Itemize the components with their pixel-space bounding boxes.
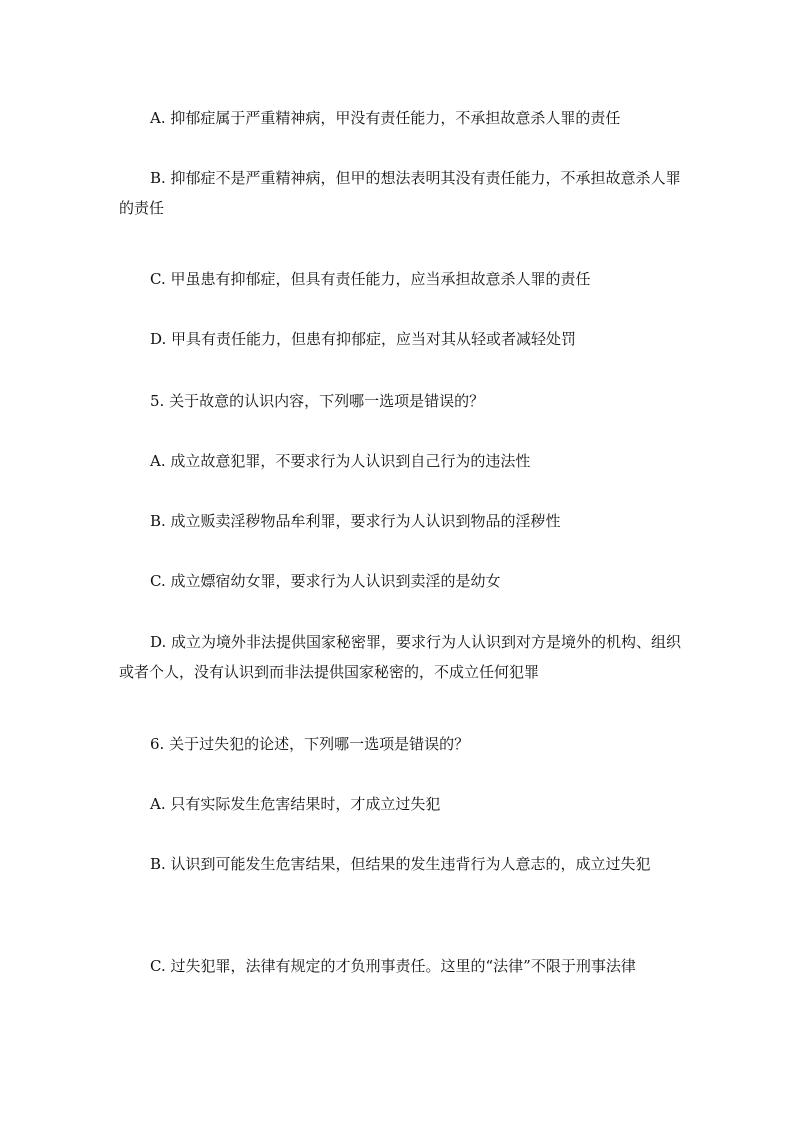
option-4d: D. 甲具有责任能力，但患有抑郁症，应当对其从轻或者减轻处罚: [150, 330, 577, 348]
question-5: 5. 关于故意的认识内容，下列哪一选项是错误的？: [150, 392, 485, 410]
option-4b: B. 抑郁症不是严重精神病，但甲的想法表明其没有责任能力，不承担故意杀人罪的责任: [119, 169, 681, 217]
option-5c: C. 成立嫖宿幼女罪，要求行为人认识到卖淫的是幼女: [150, 572, 501, 590]
option-6c: C. 过失犯罪，法律有规定的才负刑事责任。这里的“法律”不限于刑事法律: [150, 957, 636, 975]
option-5a: A. 成立故意犯罪，不要求行为人认识到自己行为的违法性: [150, 452, 531, 470]
option-4a: A. 抑郁症属于严重精神病，甲没有责任能力，不承担故意杀人罪的责任: [150, 109, 621, 127]
option-4c: C. 甲虽患有抑郁症，但具有责任能力，应当承担故意杀人罪的责任: [150, 270, 591, 288]
question-6: 6. 关于过失犯的论述，下列哪一选项是错误的？: [150, 735, 470, 753]
option-6a: A. 只有实际发生危害结果时，才成立过失犯: [150, 795, 441, 813]
option-5b: B. 成立贩卖淫秽物品牟利罪，要求行为人认识到物品的淫秽性: [150, 512, 561, 530]
option-5d: D. 成立为境外非法提供国家秘密罪，要求行为人认识到对方是境外的机构、组织或者个人，没有认识到而非法提供国家秘密的，不成立任何犯罪: [119, 633, 682, 681]
option-6b: B. 认识到可能发生危害结果，但结果的发生违背行为人意志的，成立过失犯: [150, 855, 651, 873]
